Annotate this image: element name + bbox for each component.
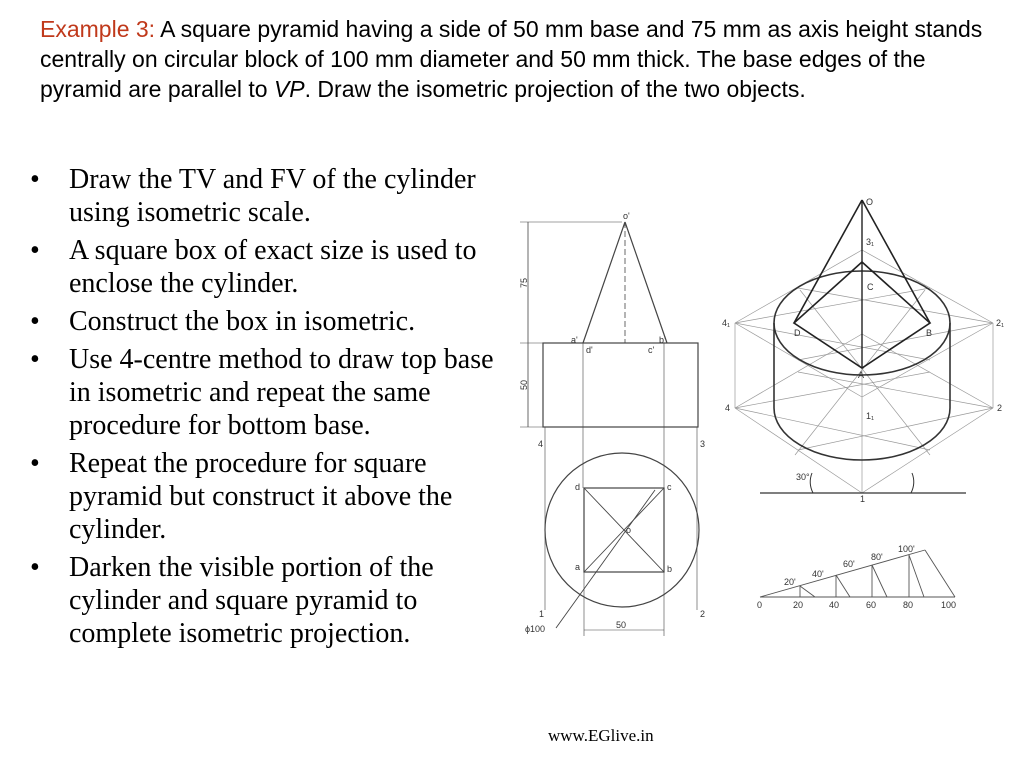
label-O: O: [866, 197, 874, 207]
label-n3: 3: [700, 439, 706, 449]
label-d-prime: d': [586, 345, 593, 355]
label-b-prime: b': [659, 335, 666, 345]
label-2: 2: [997, 403, 1003, 413]
title-text-1: A square pyramid having a side of 50 mm base and 75 mm as axis height stands centrally on circular block of 100 mm diameter and 50 mm thick. The base edges of the pyramid are parallel to: [40, 16, 983, 102]
scale-labels: [757, 544, 956, 610]
label-n4: 4: [538, 439, 544, 449]
label-n2: 2: [700, 609, 706, 619]
title-text-2: . Draw the isometric projection of the two objects.: [304, 76, 806, 102]
label-d: d: [575, 482, 581, 492]
label-C: C: [867, 282, 874, 292]
step-text: A square box of exact size is used to enclose the cylinder.: [69, 235, 477, 299]
isometric-drawing: [735, 200, 993, 493]
step-item: • Darken the visible portion of the cylinder and square pyramid to complete isometric projection.: [30, 552, 434, 649]
label-1: 1: [860, 494, 866, 504]
pyramid-fv-edge-left: [583, 222, 625, 343]
step-text: Repeat the procedure for square pyramid but construct it above the cylinder.: [69, 448, 453, 545]
scale-top-label: 40': [812, 569, 824, 579]
step-text: Use 4-centre method to draw top base in isometric and repeat the same procedure for bottom base.: [69, 344, 494, 441]
step-item: • Use 4-centre method to draw top base in isometric and repeat the same procedure for bottom base.: [30, 344, 494, 441]
scale-bottom-label: 0: [757, 600, 763, 610]
label-b: b: [667, 564, 673, 574]
label-width-50: 50: [616, 620, 627, 630]
scale-bottom-label: 40: [829, 600, 840, 610]
step-item: • Draw the TV and FV of the cylinder using isometric scale.: [30, 164, 476, 228]
example-label: Example 3:: [40, 16, 156, 42]
pyramid-fv-edge-right: [625, 222, 667, 343]
title-italic: VP: [273, 76, 305, 102]
label-4-1: 4₁: [722, 318, 731, 328]
label-diameter: ϕ100: [525, 624, 546, 634]
step-text: Darken the visible portion of the cylinder and square pyramid to complete isometric projection.: [69, 552, 434, 649]
label-c-prime: c': [648, 345, 655, 355]
orthographic-drawing: [520, 222, 699, 636]
scale-bottom-label: 60: [866, 600, 877, 610]
step-text: Draw the TV and FV of the cylinder using isometric scale.: [69, 164, 476, 228]
cylinder-tv-circle: [545, 453, 699, 607]
step-item: • Repeat the procedure for square pyramid but construct it above the cylinder.: [30, 448, 453, 545]
step-item: • A square box of exact size is used to enclose the cylinder.: [30, 235, 477, 299]
scale-top-label: 20': [784, 577, 796, 587]
scale-bottom-label: 20: [793, 600, 804, 610]
label-a-prime: a': [571, 335, 578, 345]
orthographic-labels: [519, 211, 705, 634]
label-a: a: [575, 562, 581, 572]
footer-url: www.EGlive.in: [548, 726, 654, 745]
label-B: B: [926, 328, 933, 338]
label-A: A: [858, 370, 865, 380]
scale-top-label: 100': [898, 544, 915, 554]
label-apex: o': [623, 211, 630, 221]
label-dim-50: 50: [519, 379, 529, 390]
label-o: o: [626, 525, 632, 535]
label-D: D: [794, 328, 801, 338]
scale-bottom-label: 80: [903, 600, 914, 610]
label-30deg: 30°: [796, 472, 810, 482]
label-1-1: 1₁: [866, 411, 875, 421]
label-3-1: 3₁: [866, 237, 875, 247]
scale-top-label: 60': [843, 559, 855, 569]
label-4: 4: [725, 403, 731, 413]
isometric-labels: [722, 197, 1004, 504]
cylinder-fv: [543, 343, 698, 427]
label-n1: 1: [539, 609, 545, 619]
label-c: c: [667, 482, 672, 492]
label-2-1: 2₁: [996, 318, 1005, 328]
step-text: Construct the box in isometric.: [69, 306, 416, 337]
step-item: • Construct the box in isometric.: [30, 306, 416, 337]
scale-top-label: 80': [871, 552, 883, 562]
label-dim-75: 75: [519, 277, 529, 288]
scale-bottom-label: 100: [941, 600, 957, 610]
isometric-scale: [760, 550, 955, 597]
